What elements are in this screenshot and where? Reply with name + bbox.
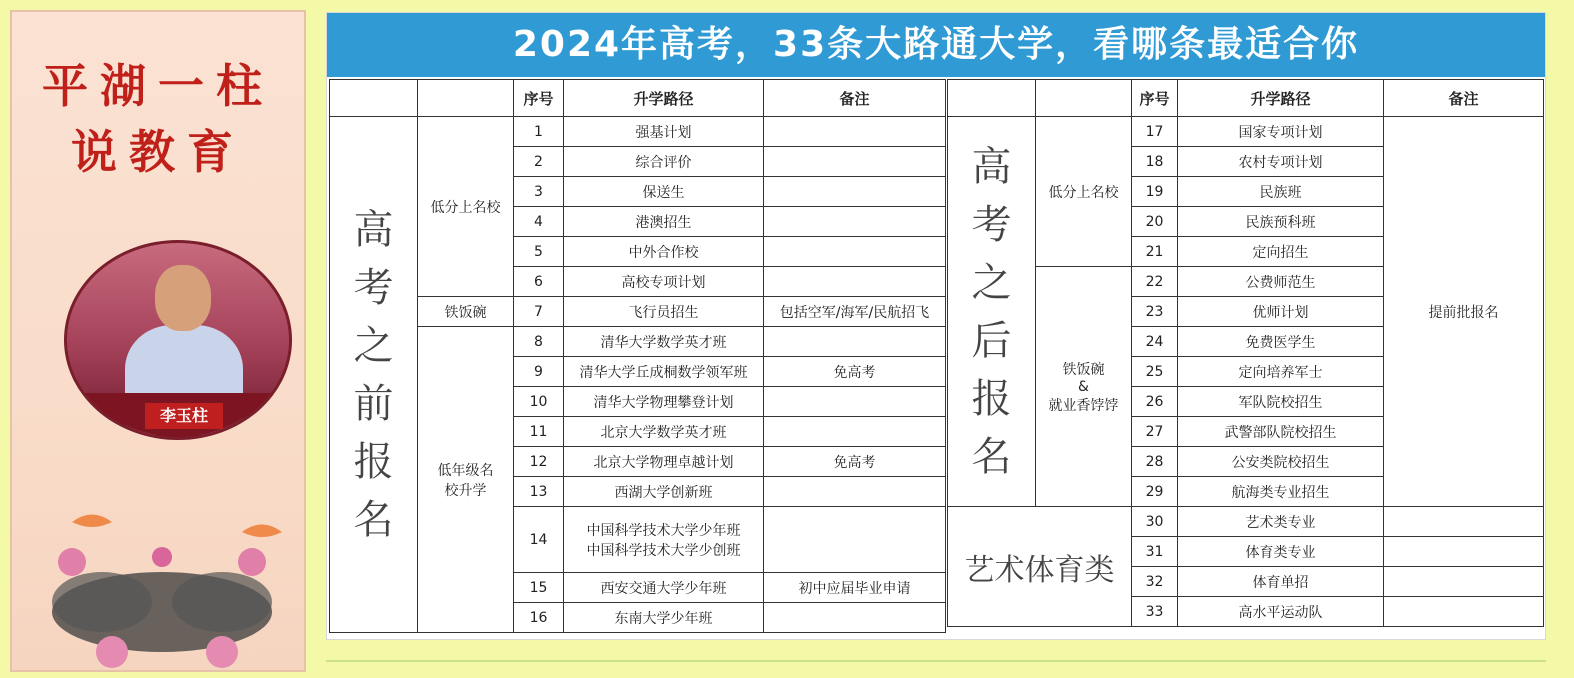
divider	[326, 660, 1546, 662]
table-row: 15 西安交通大学少年班 初中应届毕业申请	[330, 573, 946, 603]
table-row: 3 保送生	[330, 177, 946, 207]
author-photo	[64, 240, 292, 440]
table-row: 28 公安类院校招生	[948, 447, 1544, 477]
header-blank	[330, 80, 418, 117]
group-low-score: 低分上名校	[418, 117, 514, 297]
banner-title-line2: 说教育	[71, 125, 245, 179]
main-panel	[326, 12, 1546, 640]
lotus-ink-painting	[32, 502, 292, 672]
header-blank	[1036, 80, 1132, 117]
table-row: 19 民族班	[948, 177, 1544, 207]
table-row: 5 中外合作校	[330, 237, 946, 267]
table-row: 13 西湖大学创新班	[330, 477, 946, 507]
group-iron-bowl-after: 铁饭碗 & 就业香饽饽	[1036, 267, 1132, 507]
table-after-exam	[947, 79, 1544, 627]
table-row: 高 考 之 前 报 名 低分上名校 1 强基计划	[330, 117, 946, 147]
table-row: 4 港澳招生	[330, 207, 946, 237]
table-row: 11 北京大学数学英才班	[330, 417, 946, 447]
table-row: 10 清华大学物理攀登计划	[330, 387, 946, 417]
header-seq: 序号	[514, 80, 564, 117]
table-row: 29 航海类专业招生	[948, 477, 1544, 507]
table-row: 14 中国科学技术大学少年班 中国科学技术大学少创班	[330, 507, 946, 573]
table-row: 16 东南大学少年班	[330, 603, 946, 633]
table-before-exam	[329, 79, 946, 633]
header-path: 升学路径	[564, 80, 764, 117]
header-path: 升学路径	[1178, 80, 1384, 117]
group-junior-elite: 低年级名校升学	[418, 327, 514, 633]
table-row: 铁饭碗 7 飞行员招生 包括空军/海军/民航招飞	[330, 297, 946, 327]
table-row: 18 农村专项计划	[948, 147, 1544, 177]
merged-note-early-batch: 提前批报名	[1384, 117, 1544, 507]
group-iron-bowl: 铁饭碗	[418, 297, 514, 327]
header-note: 备注	[1384, 80, 1544, 117]
table-row: 23 优师计划	[948, 297, 1544, 327]
header-seq: 序号	[1132, 80, 1178, 117]
table-row: 31 体育类专业	[948, 537, 1544, 567]
table-row: 33 高水平运动队	[948, 597, 1544, 627]
table-row: 高 考 之 后 报 名 低分上名校 17 国家专项计划 提前批报名	[948, 117, 1544, 147]
table-row: 2 综合评价	[330, 147, 946, 177]
section-label-before: 高 考 之 前 报 名	[330, 117, 418, 633]
table-row: 艺术体育类 30 艺术类专业	[948, 507, 1544, 537]
page-title: 2024年高考，33条大路通大学，看哪条最适合你	[327, 13, 1545, 77]
table-row: 9 清华大学丘成桐数学领军班 免高考	[330, 357, 946, 387]
table-row: 铁饭碗 & 就业香饽饽 22 公费师范生	[948, 267, 1544, 297]
section-label-art-sports: 艺术体育类	[948, 507, 1132, 627]
header-blank	[948, 80, 1036, 117]
table-row: 26 军队院校招生	[948, 387, 1544, 417]
table-row: 25 定向培养军士	[948, 357, 1544, 387]
header-blank	[418, 80, 514, 117]
table-row: 24 免费医学生	[948, 327, 1544, 357]
left-banner	[10, 10, 306, 672]
table-row: 低年级名校升学 8 清华大学数学英才班	[330, 327, 946, 357]
table-row: 21 定向招生	[948, 237, 1544, 267]
table-row: 20 民族预科班	[948, 207, 1544, 237]
section-label-after: 高 考 之 后 报 名	[948, 117, 1036, 507]
nameplate: 李玉柱	[145, 403, 223, 429]
header-note: 备注	[764, 80, 946, 117]
table-row: 6 高校专项计划	[330, 267, 946, 297]
table-row: 32 体育单招	[948, 567, 1544, 597]
group-low-score-after: 低分上名校	[1036, 117, 1132, 267]
banner-title-line1: 平湖一柱	[42, 59, 274, 113]
table-row: 27 武警部队院校招生	[948, 417, 1544, 447]
table-row: 12 北京大学物理卓越计划 免高考	[330, 447, 946, 477]
